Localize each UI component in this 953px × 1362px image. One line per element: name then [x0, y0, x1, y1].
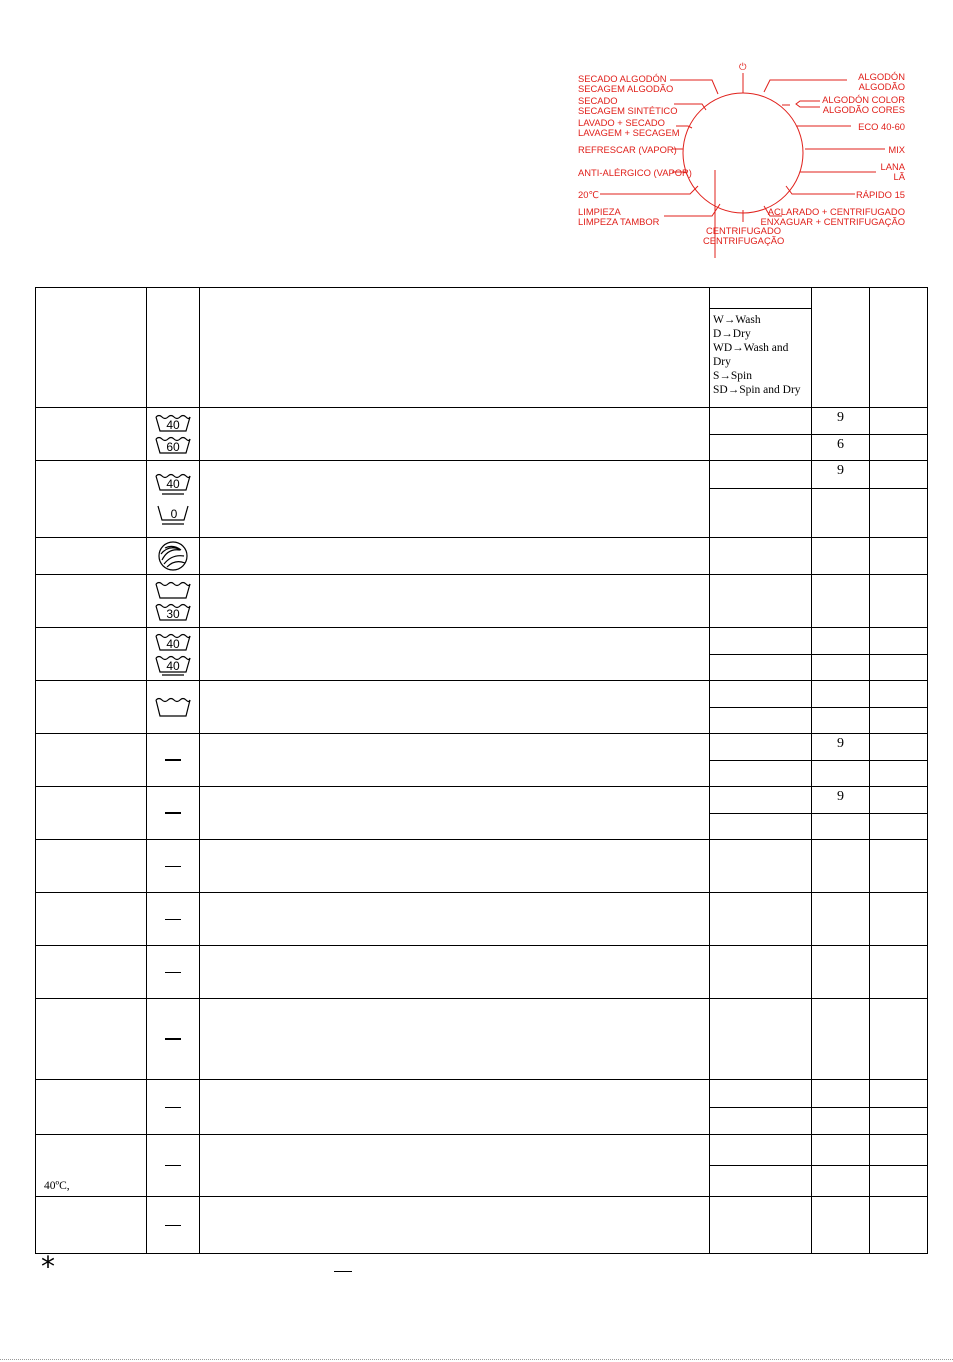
dial-label-refrescar: REFRESCAR (VAPOR) — [578, 144, 677, 155]
svg-text:40: 40 — [166, 477, 180, 491]
svg-text:0: 0 — [170, 507, 178, 521]
legend-wash-dry: WD→Wash and Dry — [713, 342, 789, 368]
wash-tub-icon — [154, 413, 192, 433]
dial-label-centrifugado-1: CENTRIFUGADO — [706, 225, 781, 236]
svg-text:40: 40 — [166, 659, 180, 673]
dial-label-lavado-secado-1: LAVADO + SECADO — [578, 117, 665, 128]
svg-text:60: 60 — [166, 440, 180, 454]
legend-wash: W→Wash — [713, 314, 761, 326]
load-value: 9 — [837, 410, 844, 425]
dial-label-centrifugado-2: CENTRIFUGAÇÃO — [703, 235, 785, 246]
legend-spin-dry: SD→Spin and Dry — [713, 384, 801, 396]
svg-text:40: 40 — [166, 637, 180, 651]
dial-label-lana-2: LÃ — [893, 171, 905, 182]
programme-table — [35, 287, 928, 1254]
dial-labels — [578, 61, 906, 246]
dash-icon — [165, 759, 181, 761]
header-cell-function — [710, 288, 812, 408]
table-row — [36, 787, 928, 840]
power-icon: ⏻ — [739, 61, 747, 72]
table-row — [36, 840, 928, 893]
wool-icon — [156, 540, 190, 572]
dash-icon — [165, 919, 181, 920]
load-value: 9 — [837, 463, 844, 478]
dash-icon — [165, 1225, 181, 1226]
dial-label-secado-sintetico-2: SECAGEM SINTÉTICO — [578, 105, 678, 116]
dial-label-aclarado-2: ENXAGUAR + CENTRIFUGAÇÃO — [760, 216, 905, 227]
dial-label-secado-algodon-2: SECAGEM ALGODÃO — [578, 83, 674, 94]
table-header-row — [36, 288, 928, 408]
legend-spin: S→Spin — [713, 370, 752, 382]
dial-label-aclarado-1: ACLARADO + CENTRIFUGADO — [767, 206, 905, 217]
header-cell-extra — [870, 288, 928, 408]
dash-icon — [165, 812, 181, 814]
table-row — [36, 893, 928, 946]
note-temperature: 40ºC, — [44, 1180, 70, 1192]
load-value: 9 — [837, 736, 844, 751]
wash-tub-permanent-press-icon — [154, 654, 192, 676]
table-row — [36, 575, 928, 628]
wash-tub-icon — [154, 580, 192, 600]
dial-label-limpieza-2: LIMPEZA TAMBOR — [578, 216, 660, 227]
table-row — [36, 999, 928, 1080]
dial-label-lana-1: LANA — [880, 161, 905, 172]
dial-label-rapido: RÁPIDO 15 — [856, 189, 905, 200]
svg-text:40: 40 — [166, 418, 180, 432]
table-row — [36, 1197, 928, 1254]
wash-tub-icon — [154, 435, 192, 455]
table-row — [36, 681, 928, 734]
table-row — [36, 946, 928, 999]
table-row — [36, 1080, 928, 1135]
wash-tub-permanent-press-icon — [154, 472, 192, 496]
table-row — [36, 408, 928, 461]
header-cell-load — [812, 288, 870, 408]
dash-icon — [165, 1107, 181, 1108]
dial-label-lavado-secado-2: LAVAGEM + SECAGEM — [578, 127, 680, 138]
table-row — [36, 1135, 928, 1197]
program-dial — [0, 0, 953, 270]
wash-tub-icon — [154, 602, 192, 622]
legend-dry: D→Dry — [713, 328, 751, 340]
dial-label-20c: 20℃ — [578, 189, 599, 200]
cold-wash-icon — [154, 502, 192, 526]
dial-label-eco: ECO 40-60 — [858, 121, 905, 132]
dial-label-anti-alergico: ANTI-ALÉRGICO (VAPOR) — [578, 167, 692, 178]
dial-label-algodon-2: ALGODÃO — [858, 81, 905, 92]
dial-label-limpieza-1: LIMPIEZA — [578, 206, 621, 217]
dash-icon — [165, 1165, 181, 1166]
dial-circle — [683, 93, 803, 213]
table-row — [36, 461, 928, 538]
table-row — [36, 628, 928, 681]
wash-tub-icon — [154, 696, 192, 718]
table-row — [36, 734, 928, 787]
header-cell-symbol — [147, 288, 200, 408]
load-value: 6 — [837, 436, 844, 452]
footnote-asterisk-icon: * — [41, 1250, 55, 1283]
dial-label-mix: MIX — [888, 144, 905, 155]
dial-label-algodon-1: ALGODÓN — [858, 71, 905, 82]
table-row — [36, 538, 928, 575]
dash-icon — [165, 866, 181, 867]
header-cell-description — [200, 288, 710, 408]
page-bottom-divider — [0, 1359, 953, 1360]
load-value: 9 — [837, 789, 844, 804]
dash-icon — [165, 1038, 181, 1040]
svg-text:30: 30 — [166, 607, 180, 621]
dial-label-algodon-color-2: ALGODÃO CORES — [822, 104, 905, 115]
footnote-dash-icon — [334, 1271, 352, 1272]
header-cell-program — [36, 288, 147, 408]
wash-tub-icon — [154, 632, 192, 652]
dial-label-algodon-color-1: ALGODÓN COLOR — [822, 94, 905, 105]
dial-label-secado-sintetico-1: SECADO — [578, 95, 618, 106]
dial-label-secado-algodon-1: SECADO ALGODÓN — [578, 73, 667, 84]
dash-icon — [165, 972, 181, 973]
function-legend — [710, 308, 811, 407]
